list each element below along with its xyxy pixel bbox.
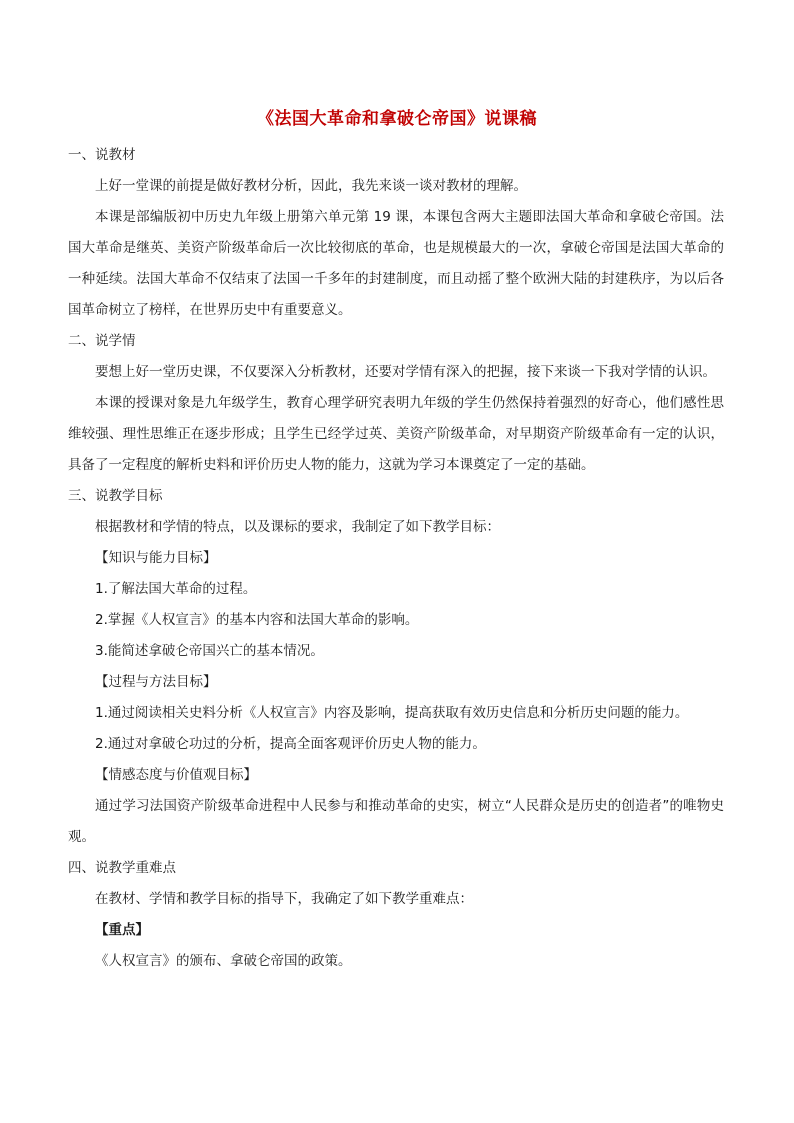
section-heading-key-points: 四、说教学重难点 [68,860,176,876]
paragraph: 在教材、学情和教学目标的指导下，我确定了如下教学重难点： [95,891,473,907]
goal-item: 1.了解法国大革命的过程。 [95,581,257,597]
document-body [68,140,724,977]
paragraph: 上好一堂课的前提是做好教材分析，因此，我先来谈一谈对教材的理解。 [95,178,527,194]
goal-item: 3.能简述拿破仑帝国兴亡的基本情况。 [95,643,324,659]
paragraph: 通过学习法国资产阶级革命进程中人民参与和推动革命的史实，树立“人民群众是历史的创造者”的唯物史观。 [68,798,724,845]
paragraph: 《人权宣言》的颁布、拿破仑帝国的政策。 [95,953,352,969]
section-heading-students: 二、说学情 [68,333,136,349]
goal-item: 2.掌握《人权宣言》的基本内容和法国大革命的影响。 [95,612,419,628]
paragraph: 要想上好一堂历史课，不仅要深入分析教材，还要对学情有深入的把握，接下来谈一下我对学情的认识。 [95,364,716,380]
goal-item: 2.通过对拿破仑功过的分析，提高全面客观评价历史人物的能力。 [95,736,486,752]
goal-subtitle-process: 【过程与方法目标】 [95,674,217,690]
paragraph: 本课的授课对象是九年级学生，教育心理学研究表明九年级的学生仍然保持着强烈的好奇心，他们感性思维较强、理性思维正在逐步形成；且学生已经学过英、美资产阶级革命，对早期资产阶级革命有一定的认识，具备了一定程度的解析史料和评价历史人物的能力，这就为学习本课奠定了一定的基础。 [68,395,724,473]
goal-item: 1.通过阅读相关史料分析《人权宣言》内容及影响，提高获取有效历史信息和分析历史问题的能力。 [95,705,689,721]
document-title: 《法国大革命和拿破仑帝国》说课稿 [257,109,537,129]
goal-subtitle-knowledge: 【知识与能力目标】 [95,550,217,566]
key-points-subtitle: 【重点】 [95,922,149,938]
paragraph: 根据教材和学情的特点，以及课标的要求，我制定了如下教学目标： [95,519,500,535]
goal-subtitle-values: 【情感态度与价值观目标】 [95,767,257,783]
paragraph: 本课是部编版初中历史九年级上册第六单元第 19 课，本课包含两大主题即法国大革命和拿破仑帝国。法国大革命是继英、美资产阶级革命后一次比较彻底的革命，也是规模最大的一次，拿破仑帝国是法国大革命的一种延续。法国大革命不仅结束了法国一千多年的封建制度，而且动摇了整个欧洲大陆的封建秩序，为以后各国革命树立了榜样，在世界历史中有重要意义。 [68,209,724,318]
section-heading-goals: 三、说教学目标 [68,488,163,504]
section-heading-textbook: 一、说教材 [68,147,136,163]
